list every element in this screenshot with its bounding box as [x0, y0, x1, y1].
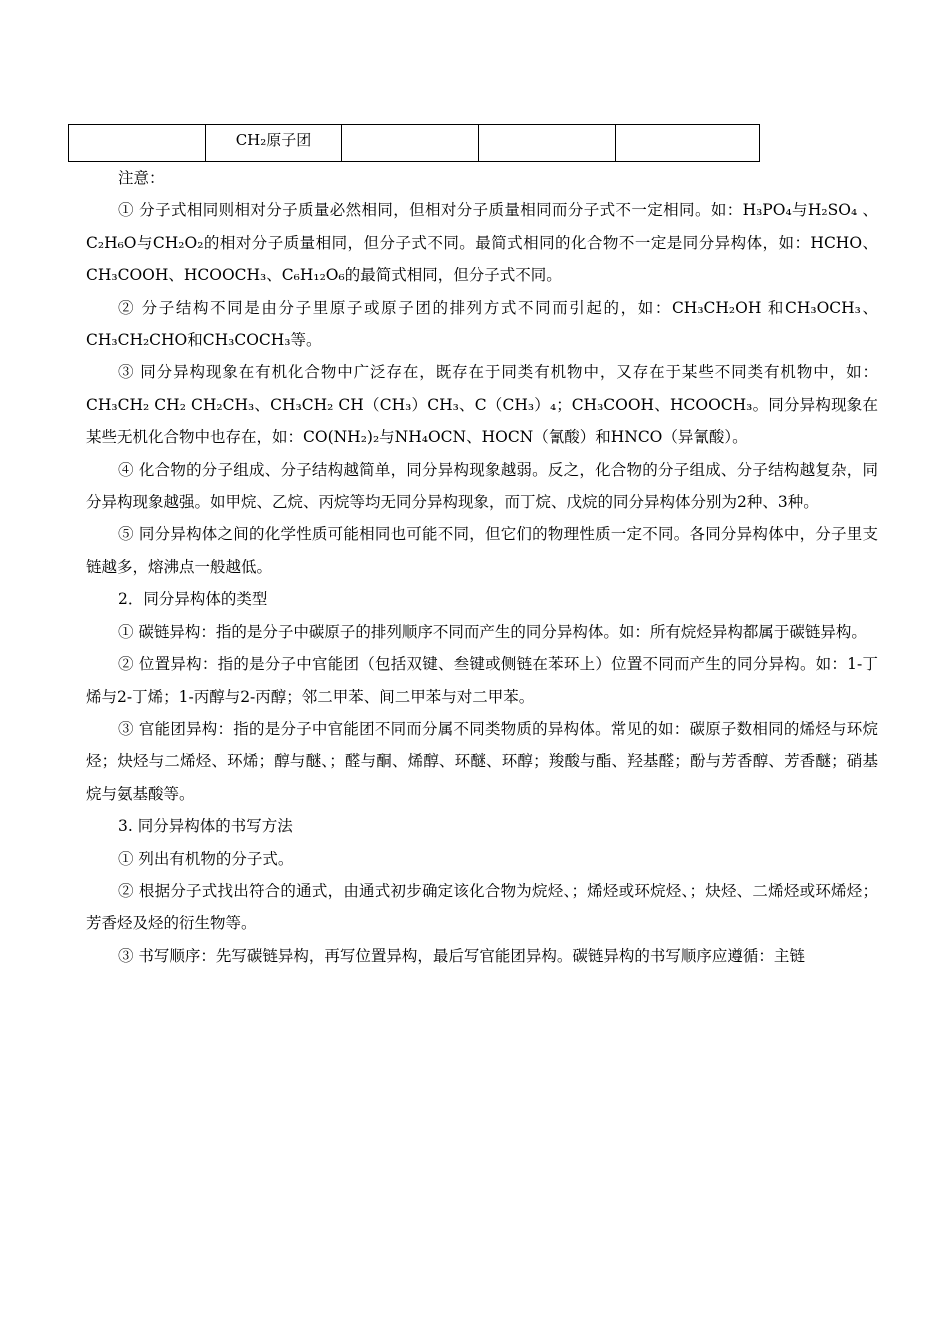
- table-cell: [616, 125, 760, 162]
- paragraph: ① 列出有机物的分子式。: [118, 849, 294, 868]
- document-body: [86, 162, 878, 972]
- paragraph: ② 根据分子式找出符合的通式，由通式初步确定该化合物为烷烃、；烯烃或环烷烃、；炔烃、二烯烃或环烯烃；芳香烃及烃的衍生物等。: [86, 881, 878, 933]
- paragraph: ③ 官能团异构：指的是分子中官能团不同而分属不同类物质的异构体。常见的如：碳原子数相同的烯烃与环烷烃；炔烃与二烯烃、环烯；醇与醚、；醛与酮、烯醇、环醚、环醇；羧酸与酯、羟基醛；酚与芳香醇、芳香醚；硝基烷与氨基酸等。: [86, 719, 878, 803]
- section-heading: 3. 同分异构体的书写方法: [118, 817, 293, 836]
- paragraph: ① 碳链异构：指的是分子中碳原子的排列顺序不同而产生的同分异构体。如：所有烷烃异构都属于碳链异构。: [118, 622, 867, 641]
- data-table: [68, 124, 760, 162]
- note-heading: 注意：: [118, 169, 165, 187]
- paragraph: ⑤ 同分异构体之间的化学性质可能相同也可能不同，但它们的物理性质一定不同。各同分异构体中，分子里支链越多，熔沸点一般越低。: [86, 525, 878, 576]
- paragraph: ③ 书写顺序：先写碳链异构，再写位置异构，最后写官能团异构。碳链异构的书写顺序应遵循：主链: [118, 946, 805, 965]
- paragraph: ① 分子式相同则相对分子质量必然相同，但相对分子质量相同而分子式不一定相同。如：H₃PO₄与H₂SO₄ 、C₂H₆O与CH₂O₂的相对分子质量相同，但分子式不同。最简式相同的化合物不一定是同分异构体，如：HCHO、CH₃COOH、HCOOCH₃、C₆H₁₂O₆的最简式相同，但分子式不同。: [86, 201, 878, 285]
- table-row: [69, 125, 760, 162]
- paragraph: ② 位置异构：指的是分子中官能团（包括双键、叁键或侧链在苯环上）位置不同而产生的同分异构。如：1-丁烯与2-丁烯；1-丙醇与2-丙醇；邻二甲苯、间二甲苯与对二甲苯。: [86, 655, 878, 706]
- paragraph: ② 分子结构不同是由分子里原子或原子团的排列方式不同而引起的，如：CH₃CH₂OH 和CH₃OCH₃、CH₃CH₂CHO和CH₃COCH₃等。: [86, 298, 878, 350]
- table-cell: [479, 125, 616, 162]
- section-heading: 2．同分异构体的类型: [118, 590, 268, 609]
- table-cell: [342, 125, 479, 162]
- paragraph: ④ 化合物的分子组成、分子结构越简单，同分异构现象越弱。反之，化合物的分子组成、分子结构越复杂，同分异构现象越强。如甲烷、乙烷、丙烷等均无同分异构现象，而丁烷、戊烷的同分异构体分别为2种、3种。: [86, 460, 878, 512]
- table-cell: [69, 125, 206, 162]
- paragraph: ③ 同分异构现象在有机化合物中广泛存在，既存在于同类有机物中，又存在于某些不同类有机物中，如：CH₃CH₂ CH₂ CH₂CH₃、CH₃CH₂ CH（CH₃）CH₃、C（CH₃）₄；CH₃COOH、HCOOCH₃。同分异构现象在某些无机化合物中也存在，如：CO(NH₂)₂与NH₄OCN、HOCN（氰酸）和HNCO（异氰酸）。: [86, 363, 878, 447]
- table-cell: CH₂原子团: [206, 125, 342, 162]
